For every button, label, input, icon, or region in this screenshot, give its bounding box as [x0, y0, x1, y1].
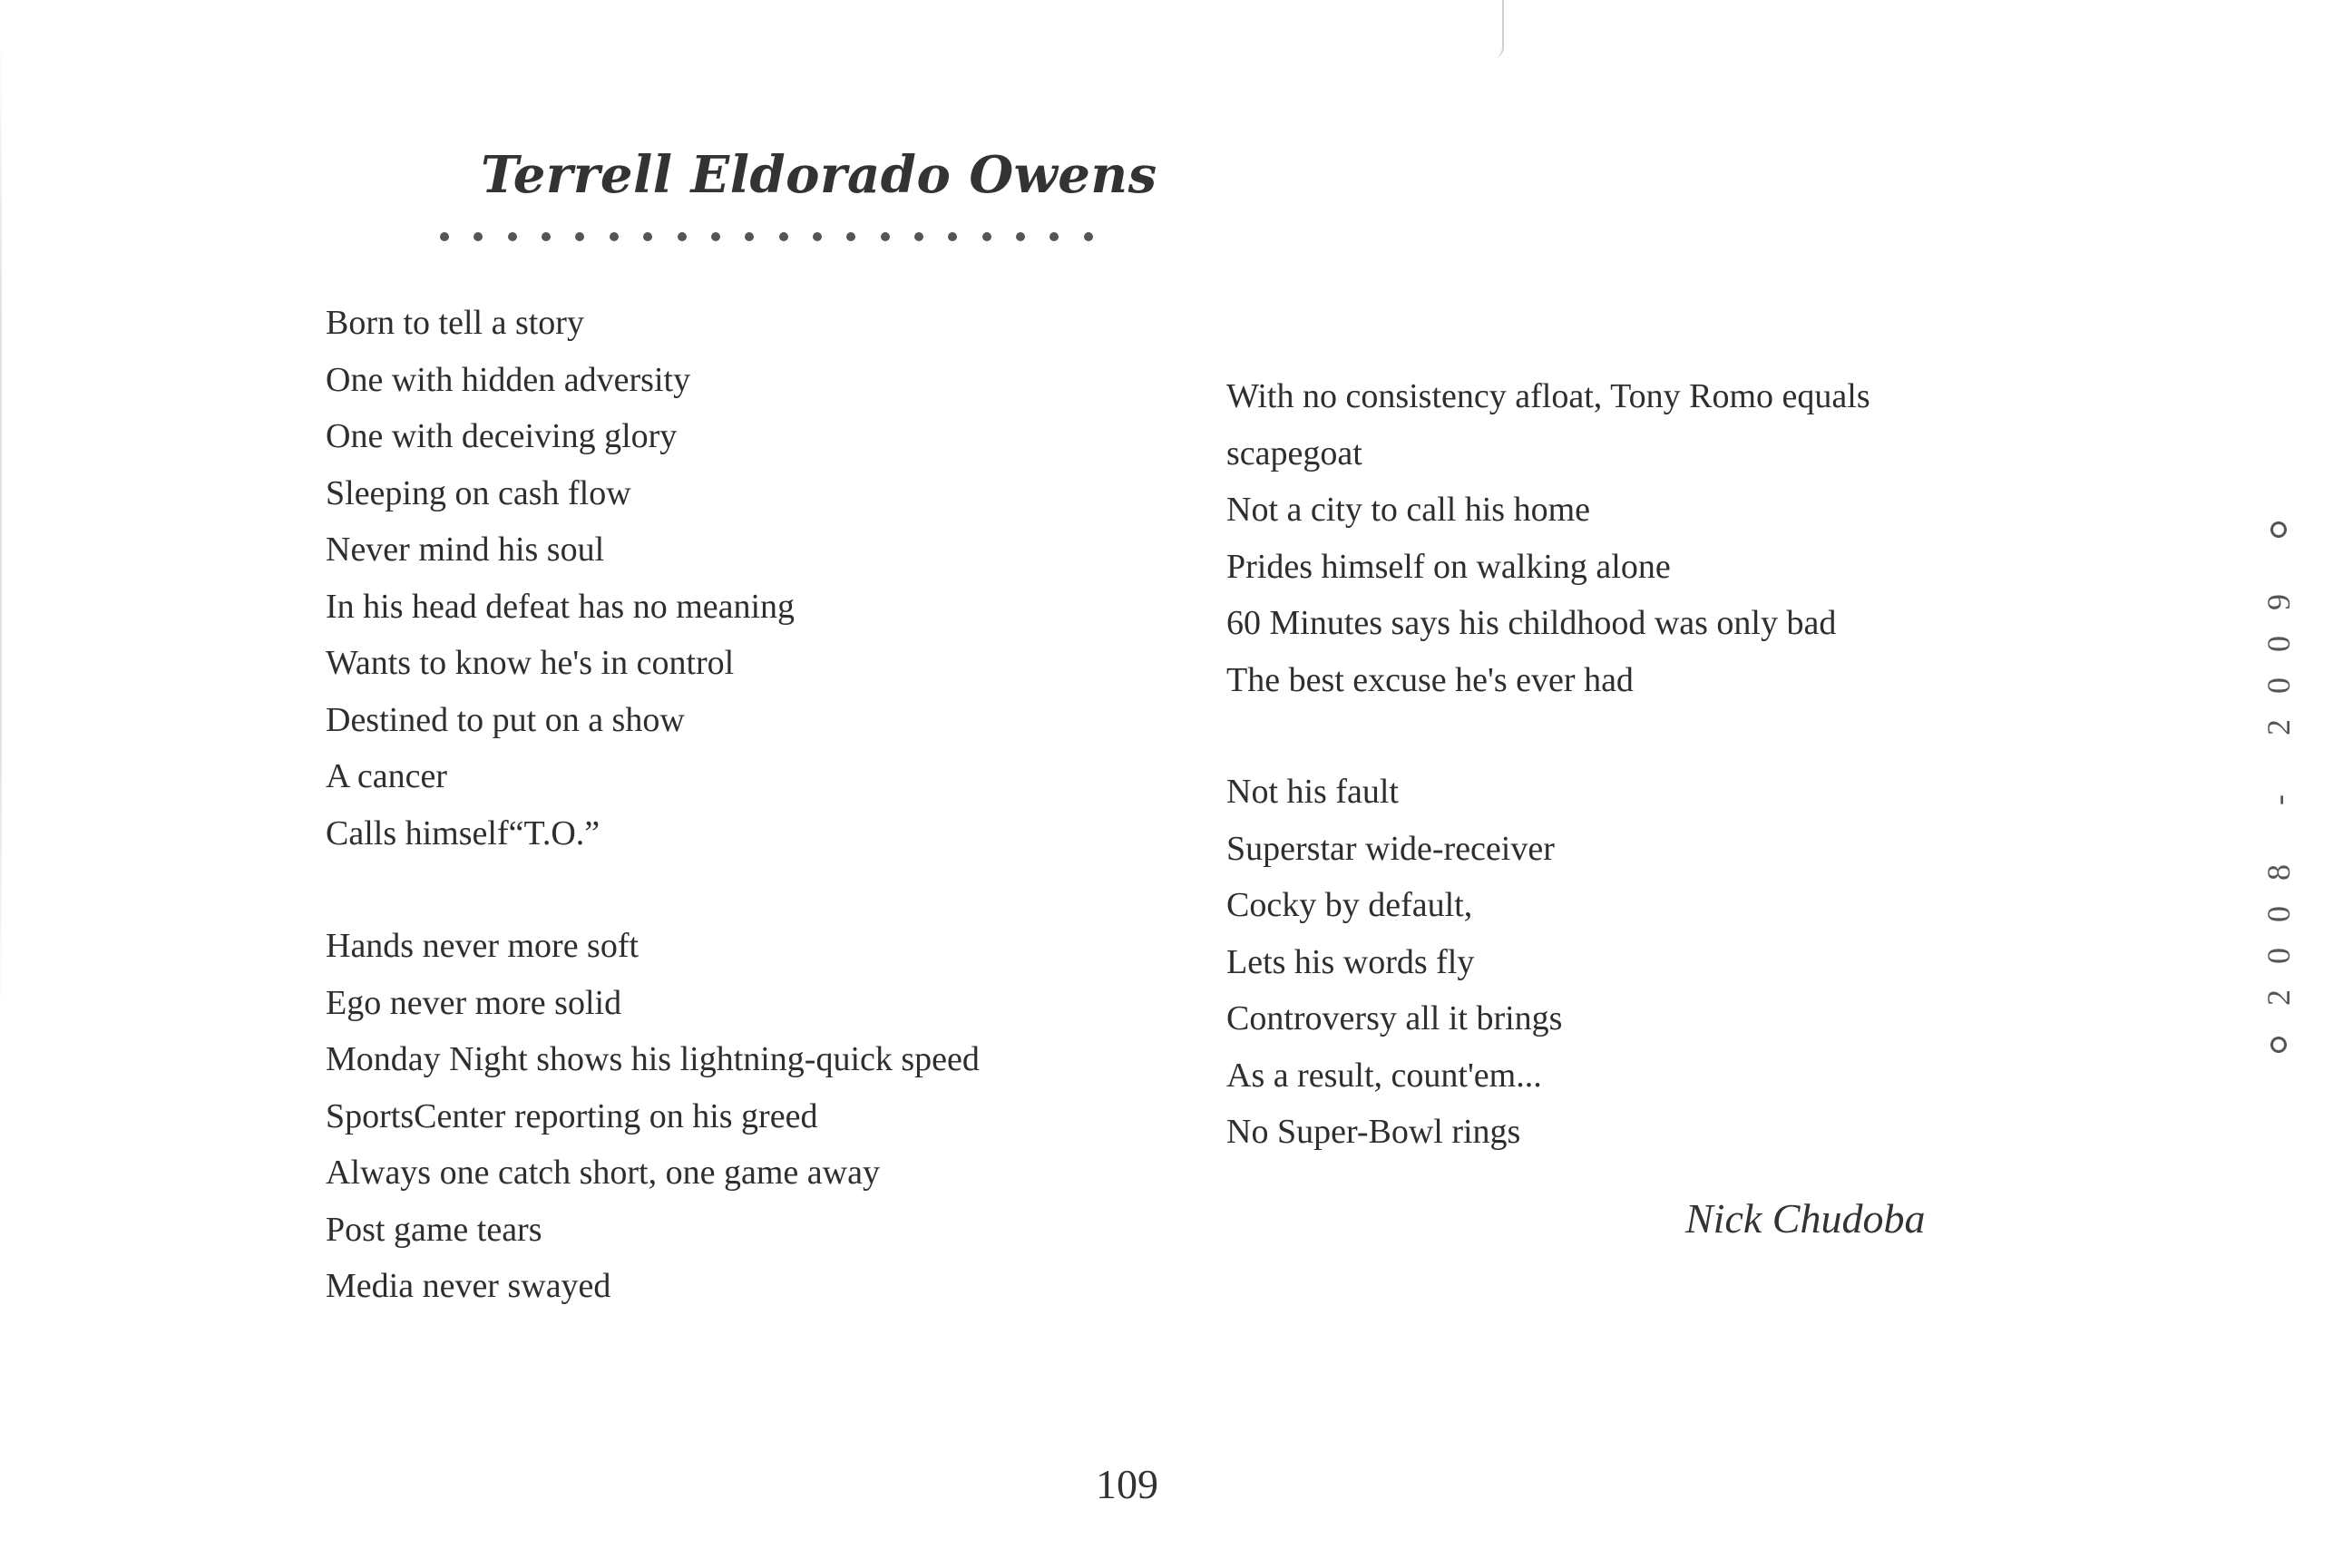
side-year-label [2260, 521, 2298, 1053]
poem-line: Superstar wide-receiver [1226, 829, 1555, 868]
poem-line: The best excuse he's ever had [1226, 660, 1634, 699]
poem-line: With no consistency afloat, Tony Romo equals [1226, 377, 1870, 415]
stanza-3 [1226, 368, 1870, 708]
page-crease-mark [1489, 0, 1504, 58]
poem-line: A cancer [326, 757, 447, 795]
title-dotted-divider [440, 229, 1093, 245]
poem-line: Prides himself on walking alone [1226, 547, 1671, 586]
poem-line: One with hidden adversity [326, 360, 691, 399]
poem-line: Cocky by default, [1226, 886, 1473, 924]
poem-line: Calls himself“T.O.” [326, 813, 600, 852]
poem-line: Ego never more solid [326, 983, 622, 1022]
page-number: 109 [1096, 1461, 1158, 1507]
poem-line: Always one catch short, one game away [326, 1154, 880, 1192]
poem-line: No Super-Bowl rings [1226, 1113, 1521, 1151]
stanza-1 [326, 295, 795, 862]
ring-ornament-icon [2270, 1037, 2287, 1053]
poem-line: One with deceiving glory [326, 417, 678, 455]
poem-line: Post game tears [326, 1210, 542, 1249]
poem-line: Destined to put on a show [326, 700, 685, 739]
side-year-text: 2008 - 2009 [2260, 569, 2297, 1006]
poem-line: Never mind his soul [326, 531, 605, 569]
stanza-4 [1226, 764, 1562, 1161]
poem-line: Controversy all it brings [1226, 999, 1563, 1037]
poem-line: Lets his words fly [1226, 942, 1475, 981]
ring-ornament-icon [2270, 521, 2287, 538]
poem-line: Monday Night shows his lightning-quick speed [326, 1040, 980, 1078]
poem-line: Sleeping on cash flow [326, 473, 631, 512]
poem-line: Media never swayed [326, 1267, 611, 1305]
poem-line: Not a city to call his home [1226, 491, 1591, 529]
poem-title: Terrell Eldorado Owens [481, 145, 1157, 205]
poem-line: scapegoat [1226, 433, 1362, 472]
page-edge-shadow [0, 36, 2, 1016]
poem-line: Not his fault [1226, 773, 1399, 811]
author-name: Nick Chudoba [1685, 1195, 1926, 1242]
poem-line: Born to tell a story [326, 304, 584, 342]
poem-line: As a result, count'em... [1226, 1056, 1542, 1095]
poem-line: SportsCenter reporting on his greed [326, 1096, 818, 1135]
poem-line: 60 Minutes says his childhood was only bad [1226, 604, 1837, 642]
stanza-2 [326, 918, 980, 1315]
poem-line: Wants to know he's in control [326, 644, 735, 682]
poem-line: Hands never more soft [326, 927, 639, 965]
poem-line: In his head defeat has no meaning [326, 587, 796, 626]
